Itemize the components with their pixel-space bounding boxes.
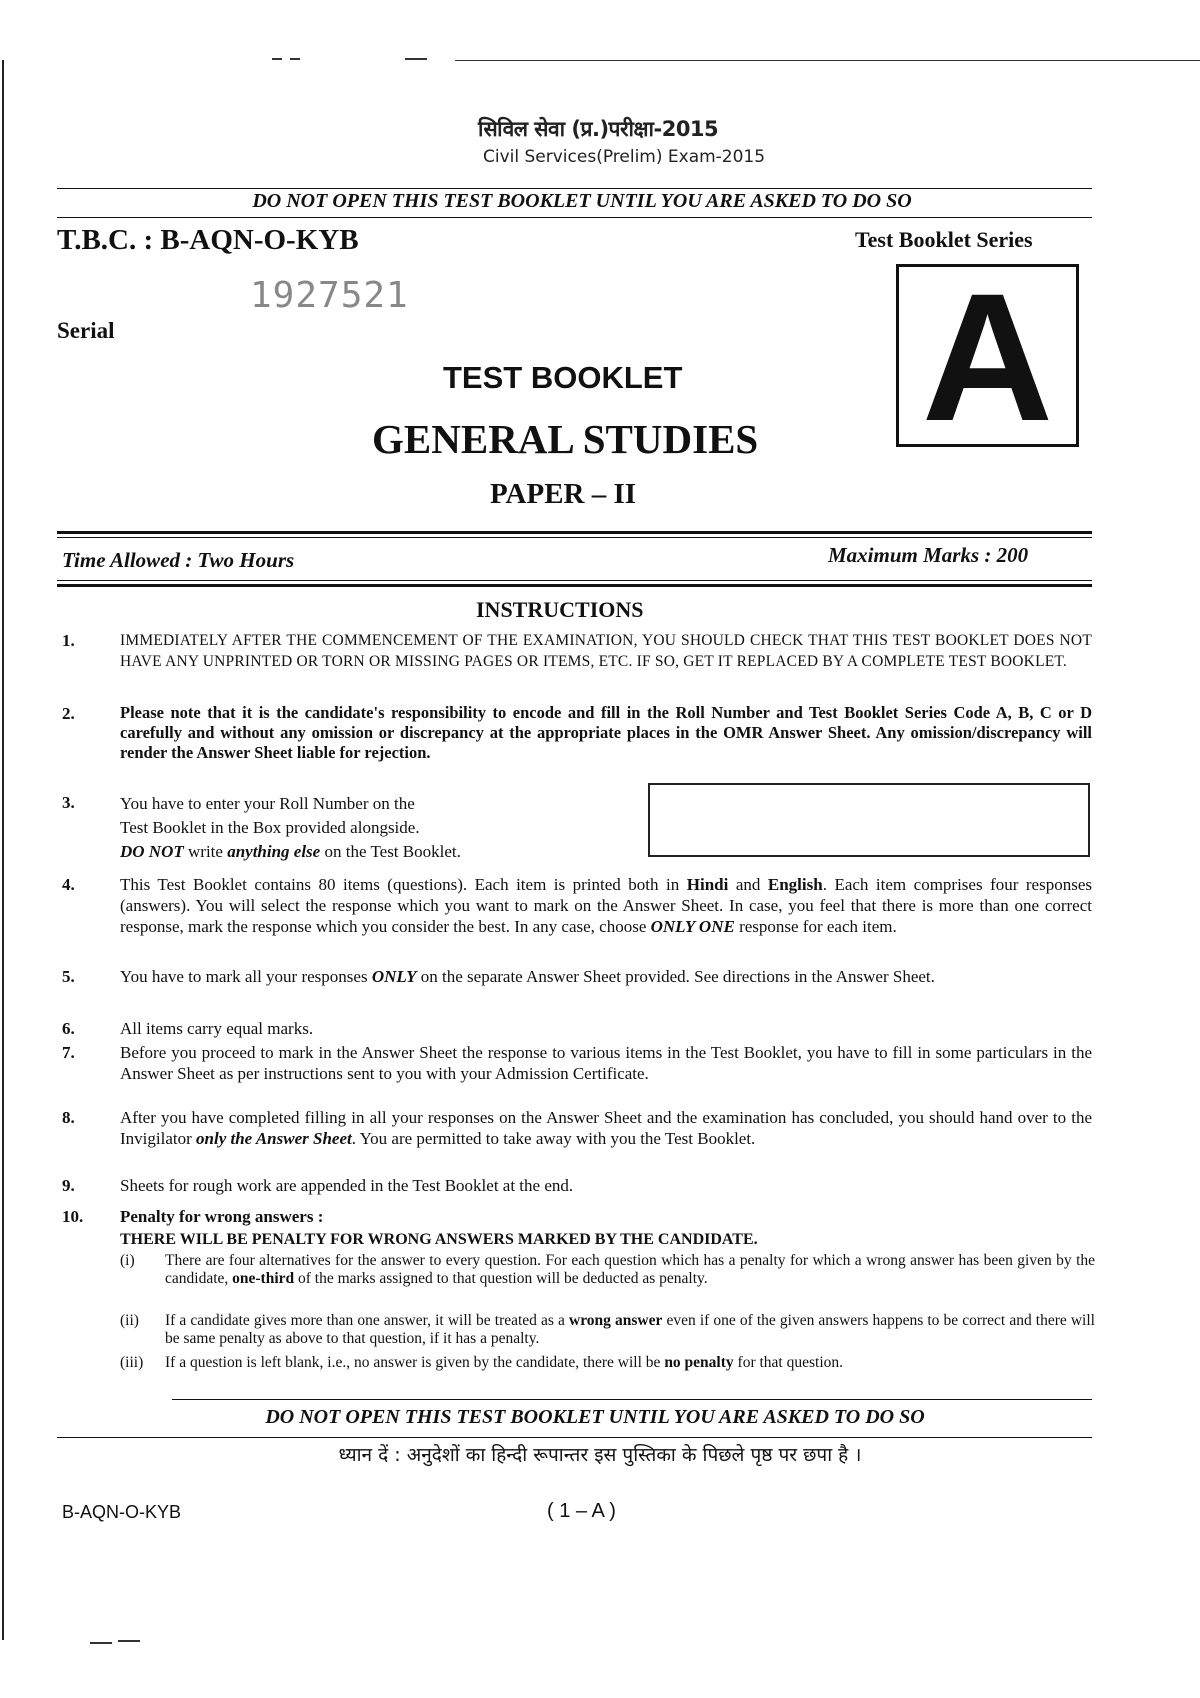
emphasis: one-third	[232, 1270, 295, 1287]
scan-mark	[405, 58, 427, 60]
item-number: 5.	[62, 967, 75, 986]
instruction-item-10	[62, 1206, 1092, 1250]
sub-text	[165, 1354, 1095, 1372]
item-number: 3.	[62, 793, 75, 812]
roll-number-box[interactable]	[648, 783, 1090, 857]
scan-mark	[290, 58, 300, 60]
penalty-rule-2	[120, 1312, 1095, 1348]
subject-title: GENERAL STUDIES	[372, 416, 759, 462]
item-number: 2.	[62, 704, 75, 723]
divider	[57, 217, 1092, 218]
sub-text-part: If a candidate gives more than one answer, it will be treated as a	[165, 1312, 569, 1329]
maximum-marks: Maximum Marks : 200	[828, 543, 1029, 567]
instruction-item-5	[62, 966, 1092, 987]
sub-text	[165, 1252, 1095, 1288]
exam-stamp-english: Civil Services(Prelim) Exam-2015	[483, 147, 766, 167]
sub-text-part: even if one of the given answers happens to be correct and there will be same penalty as above to that question, if it has a penalty.	[165, 1312, 1095, 1347]
emphasis: ONLY ONE	[650, 917, 735, 936]
divider	[172, 1399, 1092, 1400]
item-number: 6.	[62, 1019, 75, 1038]
divider	[57, 1437, 1092, 1438]
serial-number: 1927521	[250, 275, 409, 316]
instruction-item-7	[62, 1042, 1092, 1084]
instruction-item-2	[62, 703, 1092, 763]
instruction-item-9	[62, 1175, 1092, 1196]
do-not-open-banner-bottom: DO NOT OPEN THIS TEST BOOKLET UNTIL YOU ARE ASKED TO DO SO	[265, 1406, 925, 1428]
penalty-rule-3	[120, 1354, 1095, 1372]
serial-label: Serial	[57, 318, 115, 343]
booklet-title: TEST BOOKLET	[443, 360, 683, 395]
emphasis: Hindi	[686, 875, 729, 894]
footer-page-number: ( 1 – A )	[547, 1500, 616, 1522]
emphasis: no penalty	[664, 1354, 734, 1371]
item-number: 9.	[62, 1176, 75, 1195]
instruction-item-8	[62, 1107, 1092, 1149]
penalty-subtitle: THERE WILL BE PENALTY FOR WRONG ANSWERS MARKED BY THE CANDIDATE.	[120, 1231, 758, 1248]
instruction-item-6	[62, 1018, 1092, 1039]
exam-stamp-hindi: सिविल सेवा (प्र.)परीक्षा-2015	[478, 117, 719, 141]
series-letter: A	[921, 255, 1054, 459]
sub-text-part: for that question.	[733, 1354, 843, 1371]
item-text: All items carry equal marks.	[120, 1019, 314, 1038]
series-letter-box	[896, 255, 1079, 459]
item-text-part: . Each item comprises four responses (answers). You will select the response which you want to mark on the Answer Sheet. In case, you feel that there is more than one correct response, mark the response which you consider the best. In any case, choose	[120, 875, 1092, 936]
item-line: Test Booklet in the Box provided alongside.	[120, 818, 420, 837]
scan-mark	[90, 1642, 112, 1644]
divider	[57, 537, 1092, 538]
item-number: 1.	[62, 631, 75, 650]
sub-number: (ii)	[120, 1312, 139, 1329]
scan-mark	[118, 1640, 140, 1642]
item-text-part: on the separate Answer Sheet provided. See directions in the Answer Sheet.	[416, 967, 935, 986]
item-text-part: After you have completed filling in all your responses on the Answer Sheet and the examination has concluded, you should hand over to the Invigilator	[120, 1108, 1092, 1148]
item-text	[120, 1107, 1092, 1149]
item-text-part: This Test Booklet contains 80 items (questions). Each item is printed both in	[120, 875, 687, 894]
item-text-part: You have to mark all your responses	[120, 967, 372, 986]
item-line: You have to enter your Roll Number on the	[120, 794, 415, 813]
item-number: 8.	[62, 1108, 75, 1127]
item-number: 4.	[62, 875, 75, 894]
exam-stamp	[478, 115, 798, 167]
test-booklet-series-label: Test Booklet Series	[855, 227, 1033, 252]
emphasis: DO NOT	[120, 842, 184, 861]
item-text: Please note that it is the candidate's responsibility to encode and fill in the Roll Number and Test Booklet Series Code A, B, C or D carefully and without any omission or discrepancy at the appropriate places in the OMR Answer Sheet. Any omission/discrepancy will render the Answer Sheet liable for rejection.	[120, 703, 1092, 762]
item-text-part: and	[728, 875, 768, 894]
item-text-part: response for each item.	[734, 917, 897, 936]
item-text	[120, 966, 1092, 987]
item-text: Sheets for rough work are appended in the Test Booklet at the end.	[120, 1176, 574, 1195]
hindi-translation-note: ध्यान दें : अनुदेशों का हिन्दी रूपान्तर इस पुस्तिका के पिछले पृष्ठ पर छपा है ।	[338, 1444, 862, 1466]
top-rule	[455, 60, 1200, 61]
sub-text-part: There are four alternatives for the answer to every question. For each question which has a penalty for which a wrong answer has been given by the candidate,	[165, 1252, 1095, 1287]
emphasis: anything else	[227, 842, 321, 861]
item-text	[120, 874, 1092, 937]
instruction-item-1	[62, 630, 1092, 672]
item-number: 10.	[62, 1207, 84, 1226]
thick-divider	[57, 531, 1092, 534]
footer-booklet-code: B-AQN-O-KYB	[62, 1502, 182, 1522]
item-text-part: . You are permitted to take away with you the Test Booklet.	[351, 1129, 756, 1148]
emphasis: English	[767, 875, 823, 894]
instructions-heading: INSTRUCTIONS	[476, 597, 644, 622]
emphasis: only the Answer Sheet	[196, 1129, 352, 1148]
item-text: Before you proceed to mark in the Answer Sheet the response to various items in the Test Booklet, you have to fill in some particulars in the Answer Sheet as per instructions sent to you with your Admission Certificate.	[120, 1043, 1092, 1083]
emphasis: ONLY	[371, 967, 417, 986]
sub-text-part: If a question is left blank, i.e., no answer is given by the candidate, there will be	[165, 1354, 665, 1371]
tbc-code: T.B.C. : B-AQN-O-KYB	[57, 224, 359, 256]
divider	[57, 580, 1092, 581]
item-text: IMMEDIATELY AFTER THE COMMENCEMENT OF THE EXAMINATION, YOU SHOULD CHECK THAT THIS TEST BOOKLET DOES NOT HAVE ANY UNPRINTED OR TORN OR MISSING PAGES OR ITEMS, ETC. IF SO, GET IT REPLACED BY A COMPLETE TEST BOOKLET.	[120, 632, 1092, 670]
divider	[57, 188, 1092, 189]
scan-mark	[272, 58, 282, 60]
paper-title: PAPER – II	[490, 478, 637, 510]
instruction-item-4	[62, 874, 1092, 937]
sub-text	[165, 1312, 1095, 1348]
do-not-open-banner-top: DO NOT OPEN THIS TEST BOOKLET UNTIL YOU ARE ASKED TO DO SO	[252, 190, 912, 212]
item-text-part: on the Test Booklet.	[320, 842, 461, 861]
thick-divider	[57, 584, 1092, 587]
item-number: 7.	[62, 1043, 75, 1062]
sub-number: (i)	[120, 1252, 135, 1269]
emphasis: wrong answer	[569, 1312, 663, 1329]
sub-text-part: of the marks assigned to that question will be deducted as penalty.	[294, 1270, 708, 1287]
penalty-rule-1	[120, 1252, 1095, 1288]
time-allowed: Time Allowed : Two Hours	[62, 548, 295, 572]
page-edge	[2, 60, 4, 1640]
item-text-part: write	[183, 842, 228, 861]
penalty-title: Penalty for wrong answers :	[120, 1207, 324, 1226]
sub-number: (iii)	[120, 1354, 144, 1371]
